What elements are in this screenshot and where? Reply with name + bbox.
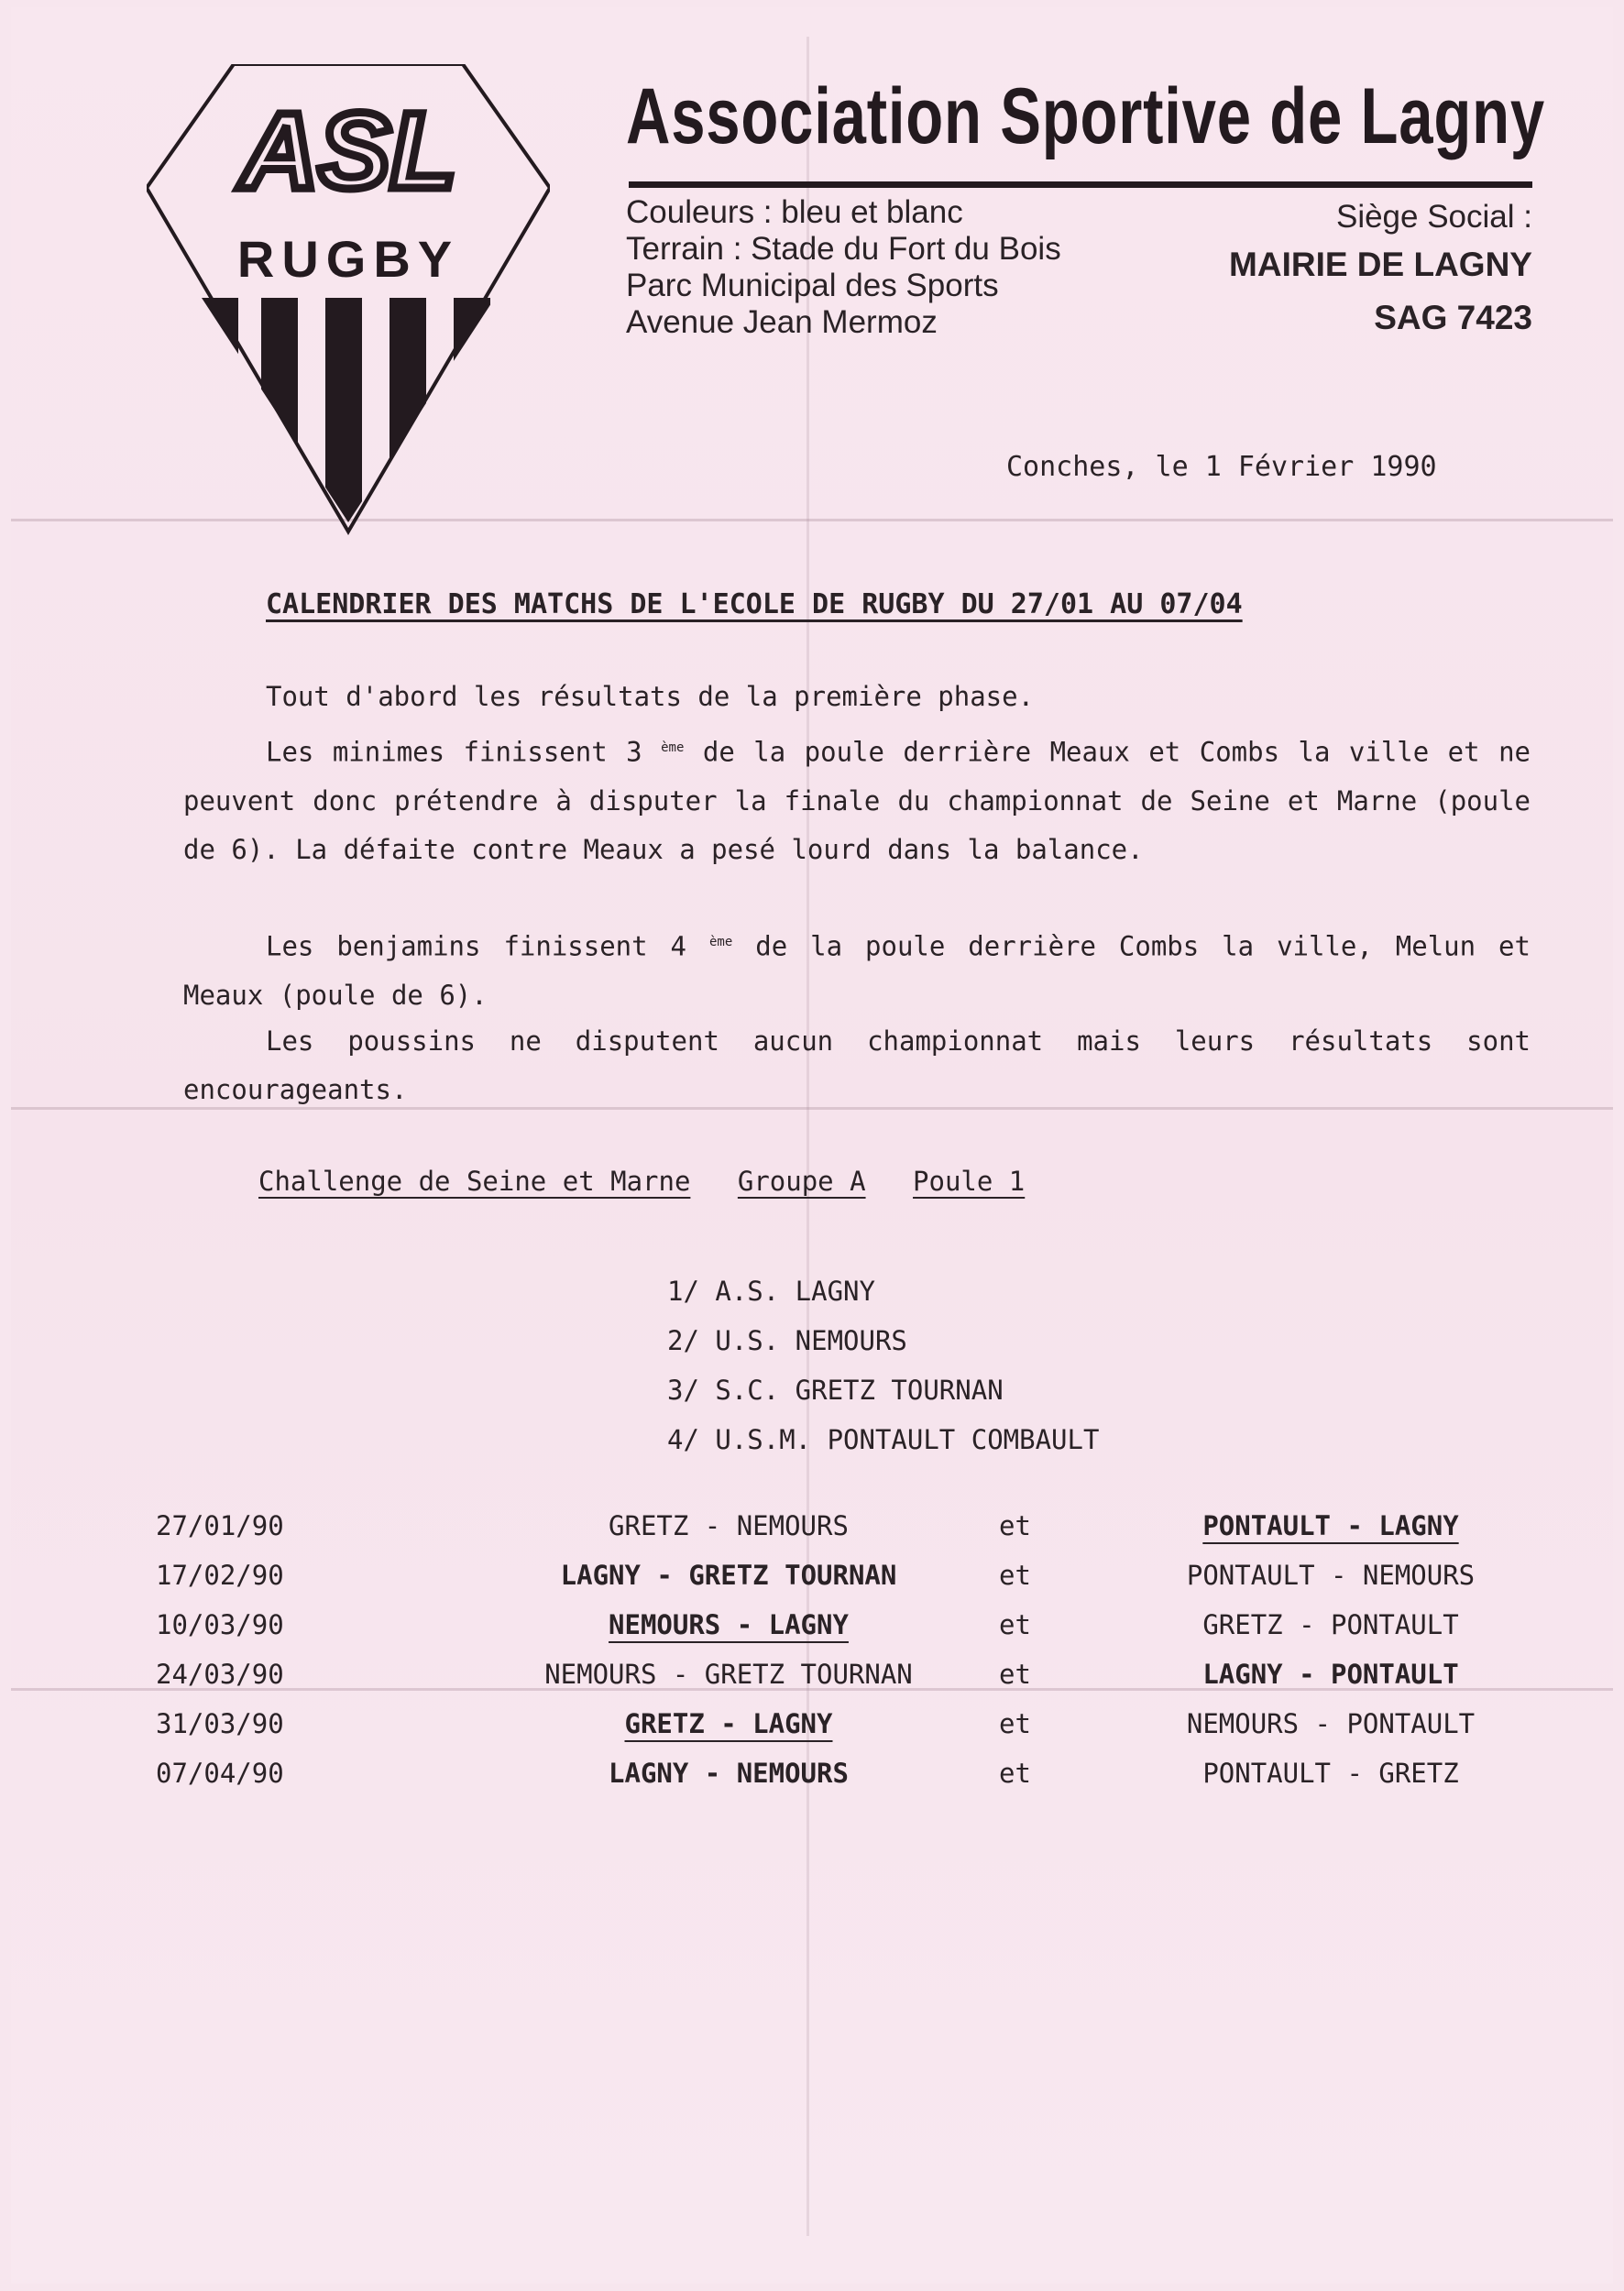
header-rule [629, 181, 1532, 188]
info-line: Avenue Jean Mermoz [626, 304, 938, 340]
poussins-text: Les poussins ne disputent aucun championnat mais leurs résultats sont encourageants. [183, 1025, 1531, 1105]
challenge-name: Challenge de Seine et Marne [258, 1166, 691, 1197]
paragraph-poussins [183, 1017, 1531, 1114]
head-office-code: SAG 7423 [1374, 299, 1532, 336]
fixture-and: et [999, 1609, 1031, 1640]
head-office-name: MAIRIE DE LAGNY [1229, 246, 1532, 283]
head-office [1229, 196, 1532, 345]
letter-date: Conches, le 1 Février 1990 [1006, 451, 1437, 483]
logo-word: RUGBY [236, 230, 460, 288]
fixture-match-1: LAGNY - GRETZ TOURNAN [560, 1560, 897, 1591]
list-item: 1/ A.S. LAGNY [667, 1276, 875, 1307]
benjamins-text-cont: de la poule derrière Combs la ville, Melun et Meaux (poule de 6). [183, 930, 1531, 1011]
fixture-match-1: NEMOURS - GRETZ TOURNAN [544, 1659, 913, 1690]
organization-name: Association Sportive de Lagny [626, 72, 1545, 160]
fixture-match-2: PONTAULT - LAGNY [1202, 1510, 1459, 1541]
info-line: Couleurs : bleu et blanc [626, 194, 963, 230]
fixture-match-1: LAGNY - NEMOURS [609, 1758, 849, 1789]
fold-line [807, 37, 809, 2236]
table-row [0, 1659, 1624, 1706]
fixture-date: 31/03/90 [156, 1708, 284, 1739]
fixture-and: et [999, 1510, 1031, 1541]
fixture-date: 27/01/90 [156, 1510, 284, 1541]
table-row [0, 1708, 1624, 1756]
challenge-heading [258, 1166, 1056, 1197]
fixture-match-2: PONTAULT - GRETZ [1202, 1758, 1459, 1789]
challenge-group: Groupe A [737, 1166, 866, 1197]
fixture-date: 07/04/90 [156, 1758, 284, 1789]
fixture-and: et [999, 1758, 1031, 1789]
paragraph-benjamins [183, 918, 1531, 1020]
paragraph-intro [183, 673, 1531, 721]
fixture-match-1: GRETZ - NEMOURS [609, 1510, 849, 1541]
list-item: 2/ U.S. NEMOURS [667, 1325, 907, 1356]
fixture-and: et [999, 1708, 1031, 1739]
benjamins-text: Les benjamins finissent 4 [266, 930, 687, 962]
minimes-text: Les minimes finissent 3 [266, 736, 642, 768]
list-item: 4/ U.S.M. PONTAULT COMBAULT [667, 1424, 1100, 1455]
logo-letters: ASL [240, 91, 456, 212]
minimes-text-cont: de la poule derrière Meaux et Combs la ville et ne peuvent donc prétendre à disputer la finale du championnat de Seine et Marne (poule de 6). La défaite contre Meaux a pesé lourd dans la balance. [183, 736, 1531, 865]
fixture-match-1: NEMOURS - LAGNY [609, 1609, 849, 1640]
table-row [0, 1609, 1624, 1657]
fixture-date: 17/02/90 [156, 1560, 284, 1591]
club-info [626, 194, 1061, 341]
fixture-match-1: GRETZ - LAGNY [624, 1708, 833, 1739]
table-row [0, 1560, 1624, 1607]
fixture-match-2: LAGNY - PONTAULT [1202, 1659, 1459, 1690]
standings-list [667, 1266, 1099, 1464]
fixture-date: 24/03/90 [156, 1659, 284, 1690]
fixture-date: 10/03/90 [156, 1609, 284, 1640]
paragraph-minimes [183, 724, 1531, 874]
list-item: 3/ S.C. GRETZ TOURNAN [667, 1375, 1004, 1406]
fixture-match-2: NEMOURS - PONTAULT [1186, 1708, 1476, 1739]
page-title: CALENDRIER DES MATCHS DE L'ECOLE DE RUGBY DU 27/01 AU 07/04 [266, 588, 1243, 620]
table-row [0, 1510, 1624, 1558]
ordinal-suffix: ème [661, 740, 685, 755]
head-office-label: Siège Social : [1335, 199, 1532, 235]
fixture-match-2: GRETZ - PONTAULT [1202, 1609, 1459, 1640]
asl-rugby-logo [147, 64, 550, 541]
fixture-and: et [999, 1659, 1031, 1690]
info-line: Terrain : Stade du Fort du Bois [626, 231, 1061, 267]
fixture-and: et [999, 1560, 1031, 1591]
challenge-pool: Poule 1 [913, 1166, 1026, 1197]
fixture-match-2: PONTAULT - NEMOURS [1186, 1560, 1476, 1591]
table-row [0, 1758, 1624, 1805]
info-line: Parc Municipal des Sports [626, 268, 999, 303]
intro-text: Tout d'abord les résultats de la première phase. [266, 681, 1035, 712]
ordinal-suffix: ème [708, 935, 733, 949]
